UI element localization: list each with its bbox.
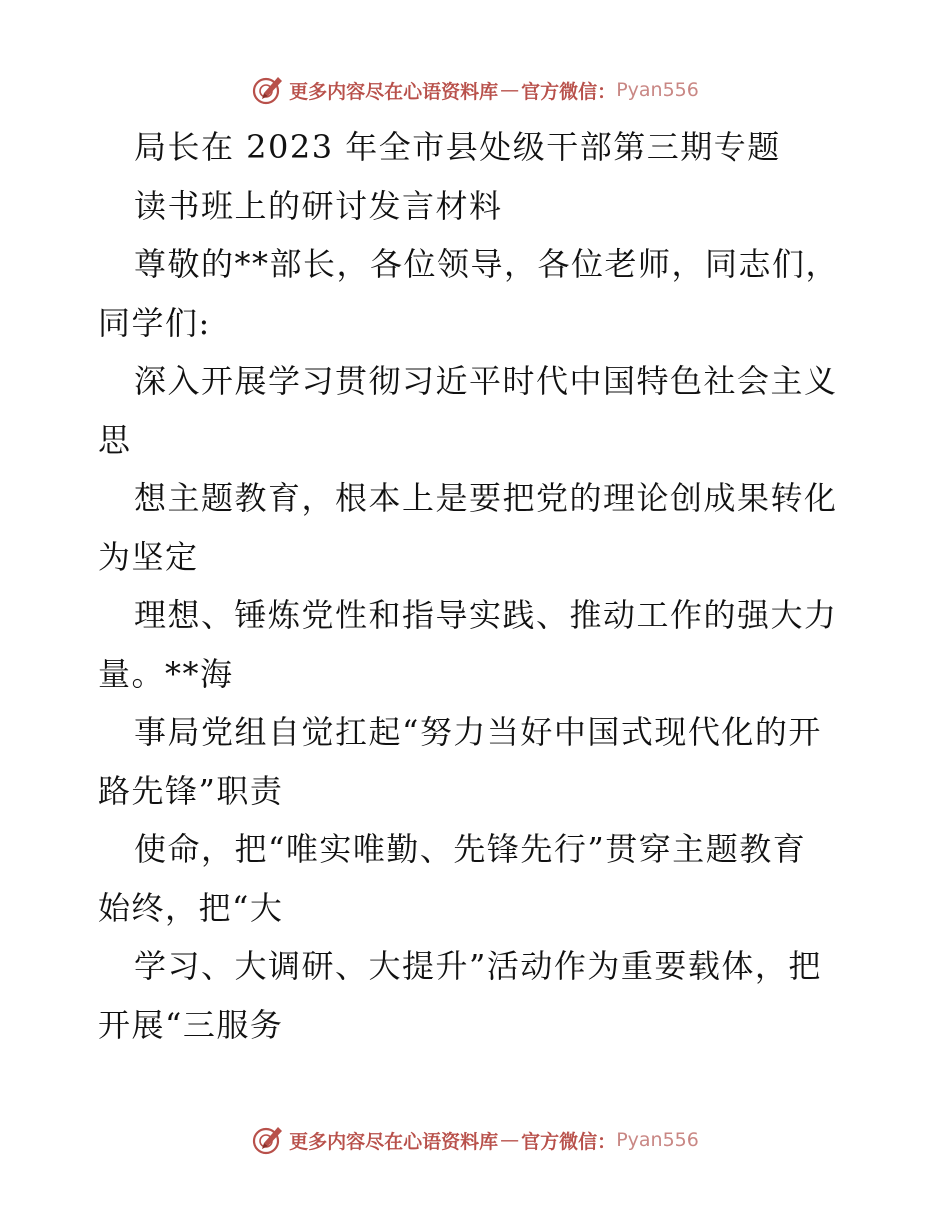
paragraph-line: 量。**海: [98, 654, 234, 693]
paragraph-line: 为坚定: [98, 537, 199, 576]
paragraph-line: 开展“三服务: [98, 1005, 284, 1044]
paragraph-line: 学习、大调研、大提升”活动作为重要载体，把: [134, 947, 822, 985]
footer-contact-label: 官方微信：: [521, 1130, 617, 1153]
header-dash: —: [500, 79, 520, 101]
paragraph-line: 路先锋”职责: [98, 771, 284, 810]
header-contact-id: Pyan556: [616, 79, 699, 101]
footer-brand-text: 更多内容尽在心语资料库: [289, 1130, 499, 1153]
paragraph-line: 使命，把“唯实唯勤、先锋先行”贯穿主题教育: [134, 830, 807, 868]
paragraph-line: 局长在 2023 年全市县处级干部第三期专题: [134, 128, 781, 166]
paragraph-line: 深入开展学习贯彻习近平时代中国特色社会主义: [134, 362, 838, 400]
paragraph-line: 同学们:: [98, 303, 211, 342]
footer-dash: —: [500, 1129, 520, 1151]
document-body: [98, 118, 858, 1054]
pen-logo-icon: [251, 1123, 285, 1157]
header-watermark: [0, 70, 950, 110]
pen-logo-icon: [251, 73, 285, 107]
paragraph-line: 想主题教育，根本上是要把党的理论创成果转化: [134, 479, 838, 517]
paragraph-line: 事局党组自觉扛起“努力当好中国式现代化的开: [134, 713, 822, 751]
footer-contact-id: Pyan556: [616, 1129, 699, 1151]
header-contact-label: 官方微信：: [521, 80, 617, 103]
paragraph-line: 尊敬的**部长，各位领导，各位老师，同志们，: [134, 245, 840, 283]
paragraph-line: 始终，把“大: [98, 888, 284, 927]
footer-watermark: [0, 1120, 950, 1160]
paragraph-line: 理想、锤炼党性和指导实践、推动工作的强大力: [134, 596, 838, 634]
paragraph-line: 读书班上的研讨发言材料: [134, 186, 503, 225]
header-brand-text: 更多内容尽在心语资料库: [289, 80, 499, 103]
paragraph-line: 思: [98, 420, 132, 459]
